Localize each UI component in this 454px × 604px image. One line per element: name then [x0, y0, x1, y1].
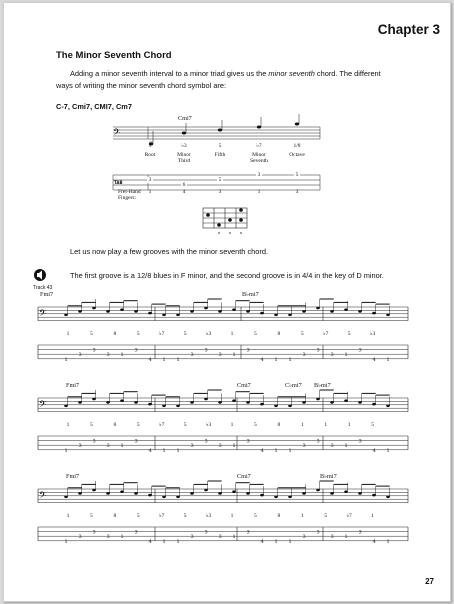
- chord-symbol: C♭mi7: [285, 382, 302, 389]
- note-head: [330, 492, 334, 495]
- note-head: [176, 405, 180, 408]
- scale-degree: 1: [324, 422, 328, 428]
- example-staff: [113, 127, 320, 139]
- note-head: [64, 314, 68, 317]
- tab-fret-number: 3: [358, 347, 362, 354]
- note-head: [302, 310, 306, 313]
- note-head: [148, 494, 152, 497]
- note-head: [120, 308, 124, 311]
- tab-fret-number: 3: [246, 347, 250, 354]
- tab-fret-number: 3: [302, 443, 306, 450]
- page-number: 27: [425, 577, 434, 586]
- note-head: [302, 492, 306, 495]
- tab-fret-number: 1: [162, 538, 166, 545]
- tab-fret-number: 4: [372, 447, 376, 454]
- scale-degree: 8: [113, 422, 117, 428]
- scale-degree: ♭7: [159, 513, 165, 519]
- scale-degree: 5: [347, 331, 351, 337]
- tab-fret-number: 3: [218, 443, 222, 450]
- tab-fret-number: 3: [204, 347, 208, 354]
- tab-fret-number: 4: [260, 538, 264, 545]
- scale-degree: 1: [347, 422, 351, 428]
- grooves-description: The first groove is a 12/8 blues in F minor, and the second groove is in 4/4 in the key of D minor.: [70, 271, 384, 280]
- scale-degree: 8: [113, 513, 117, 519]
- scale-degree: 5: [371, 422, 374, 428]
- tab-fret-number: 4: [148, 356, 152, 363]
- degree-label: 1: [148, 143, 152, 149]
- chord-symbol: Fmi7: [66, 473, 80, 480]
- note-head: [232, 490, 236, 493]
- fretboard-dots: [206, 208, 243, 234]
- tab-fret-number: 1: [386, 447, 390, 454]
- note-head: [358, 492, 362, 495]
- note-head: [358, 310, 362, 313]
- interval-name: Minor Seventh: [250, 152, 268, 164]
- tab-fret-number: 3: [78, 443, 82, 450]
- note-head: [372, 494, 376, 497]
- scale-degree: 5: [324, 513, 328, 519]
- note-head: [120, 399, 124, 402]
- chord-symbol: Cmi7: [237, 382, 251, 389]
- note-head: [302, 401, 306, 404]
- tab-fret-number: 3: [257, 172, 261, 178]
- note-head: [260, 403, 264, 406]
- note-head: [330, 310, 334, 313]
- tab-fret-number: 3: [148, 177, 152, 183]
- tab-fret-number: 3: [190, 534, 194, 541]
- note-head: [106, 401, 110, 404]
- scale-degree: 1: [300, 422, 304, 428]
- section-title: The Minor Seventh Chord: [56, 50, 172, 61]
- note-head: [218, 401, 222, 404]
- chord-symbol: B♭mi7: [314, 382, 331, 389]
- tab-fret-number: 3: [246, 438, 250, 445]
- note-head: [190, 492, 194, 495]
- tab-fret-number: 3: [218, 534, 222, 541]
- tab-fret-number: 4: [260, 356, 264, 363]
- scale-degree: 1: [230, 513, 234, 519]
- tab-fret-number: 3: [190, 443, 194, 450]
- interval-name: Root: [144, 152, 156, 158]
- degree-label: ♭3: [181, 143, 187, 149]
- chord-symbol: B♭mi7: [320, 473, 337, 480]
- tab-fret-number: 3: [78, 352, 82, 359]
- interval-name: Octave: [289, 152, 305, 158]
- tab-fret-number: 1: [288, 447, 292, 454]
- chord-symbol: Fmi7: [40, 291, 54, 298]
- finger-number: 3: [218, 189, 222, 195]
- tab-fret-number: 4: [148, 538, 152, 545]
- scale-degree: 5: [136, 422, 140, 428]
- speaker-icon: [34, 269, 46, 281]
- note-head: [386, 405, 390, 408]
- note-head: [232, 308, 236, 311]
- degree-label: 1/8: [293, 143, 301, 149]
- note-head: [134, 310, 138, 313]
- tab-fret-number: 1: [344, 443, 348, 450]
- note-head: [162, 405, 166, 408]
- note-head: [78, 401, 82, 404]
- tab-fret-number: 1: [386, 356, 390, 363]
- note-head: [246, 492, 250, 495]
- tab-fret-number: 3: [358, 529, 362, 536]
- tab-fret-number: 6: [182, 182, 186, 188]
- tab-fret-number: 3: [316, 347, 320, 354]
- scale-degree: 8: [277, 422, 281, 428]
- tab-fret-number: 1: [232, 352, 236, 359]
- tab-fret-number: 3: [190, 352, 194, 359]
- bass-clef-icon: 𝄢: [39, 399, 47, 412]
- scale-degree: ♭3: [205, 513, 212, 519]
- tab-fret-number: 1: [64, 538, 68, 545]
- scale-degree: 5: [183, 513, 187, 519]
- tab-fret-number: 1: [344, 352, 348, 359]
- note-head: [92, 307, 96, 310]
- note-head: [232, 399, 236, 402]
- scale-degree: 1: [371, 513, 374, 519]
- tab-fret-number: 4: [148, 447, 152, 454]
- tab-fret-number: 1: [162, 356, 166, 363]
- tab-fret-number: 1: [120, 443, 124, 450]
- tab-fret-number: 3: [218, 352, 222, 359]
- note-head: [386, 496, 390, 499]
- tab-fret-number: 3: [246, 529, 250, 536]
- note-head: [274, 496, 278, 499]
- tab-fret-number: 3: [358, 438, 362, 445]
- note-head: [134, 401, 138, 404]
- tab-fret-number: 3: [316, 438, 320, 445]
- bass-clef-icon: 𝄢: [113, 127, 121, 140]
- note-head: [344, 490, 348, 493]
- tab-fret-number: 1: [162, 447, 166, 454]
- tab-fret-number: 5: [218, 177, 222, 183]
- note-head: [190, 310, 194, 313]
- tab-fret-number: 3: [302, 534, 306, 541]
- note-head: [106, 492, 110, 495]
- note-head: [106, 310, 110, 313]
- scale-degree: ♭7: [159, 422, 165, 428]
- note-head: [92, 398, 96, 401]
- scale-degree: 1: [66, 331, 70, 337]
- tab-fret-number: 1: [176, 356, 180, 363]
- bass-clef-icon: 𝄢: [39, 490, 47, 503]
- tab-fret-number: 3: [330, 352, 334, 359]
- tab-fret-number: 3: [92, 529, 96, 536]
- note-head: [316, 307, 320, 310]
- note-head: [218, 310, 222, 313]
- scale-degree: 8: [277, 331, 281, 337]
- finger-number: 1: [148, 189, 152, 195]
- note-head: [64, 405, 68, 408]
- scale-degree: 5: [136, 331, 140, 337]
- chord-symbol: Fmi7: [66, 382, 80, 389]
- scale-degree: 1: [230, 331, 234, 337]
- scale-degree: ♭7: [159, 331, 165, 337]
- scale-degree: 8: [113, 331, 117, 337]
- intro-text-b: chord. The different ways of writing the minor seventh chord symbol are:: [56, 69, 381, 90]
- note-head: [190, 401, 194, 404]
- note-head: [204, 398, 208, 401]
- tab-fret-number: 3: [330, 443, 334, 450]
- tab-fret-number: 3: [204, 438, 208, 445]
- tab-fret-number: 1: [176, 538, 180, 545]
- tab-fret-number: 1: [176, 447, 180, 454]
- note-head: [316, 398, 320, 401]
- tab-fret-number: 3: [302, 352, 306, 359]
- note-head: [218, 492, 222, 495]
- note-head: [162, 496, 166, 499]
- note-head: [330, 401, 334, 404]
- chord-symbol: Cmi7: [237, 473, 251, 480]
- scale-degree: 5: [183, 331, 187, 337]
- note-head: [274, 314, 278, 317]
- scale-degree: ♭3: [369, 331, 376, 337]
- tab-fret-number: 4: [372, 356, 376, 363]
- note-head: [64, 496, 68, 499]
- note-head: [372, 403, 376, 406]
- note-head: [260, 494, 264, 497]
- note-head: [176, 314, 180, 317]
- tab-fret-number: 1: [288, 538, 292, 545]
- grooves-intro: Let us now play a few grooves with the minor seventh chord.: [70, 247, 269, 256]
- tab-fret-number: 3: [316, 529, 320, 536]
- scale-degree: 5: [90, 331, 93, 337]
- scale-degree: 5: [254, 513, 257, 519]
- finger-number: 1: [257, 189, 261, 195]
- note-head: [92, 489, 96, 492]
- tab-fret-number: 3: [92, 438, 96, 445]
- note-head: [246, 310, 250, 313]
- scale-degree: 5: [300, 331, 304, 337]
- intro-text-a: Adding a minor seventh interval to a minor triad gives us the: [70, 69, 269, 78]
- degree-label: 5: [218, 143, 222, 149]
- track-label: Track 43: [33, 285, 53, 291]
- tab-fret-number: 1: [120, 534, 124, 541]
- scale-degree: 5: [90, 513, 93, 519]
- note-head: [134, 492, 138, 495]
- intro-emphasis: minor seventh: [268, 69, 315, 78]
- note-head: [120, 490, 124, 493]
- note-head: [288, 496, 292, 499]
- tab-fret-number: 1: [288, 356, 292, 363]
- tab-clef-icon: TAB: [114, 180, 123, 185]
- note-head: [344, 308, 348, 311]
- tab-fret-number: 3: [134, 529, 138, 536]
- scale-degree: ♭3: [205, 331, 212, 337]
- note-head: [78, 310, 82, 313]
- scale-degree: 5: [254, 331, 257, 337]
- tab-fret-number: 1: [274, 356, 278, 363]
- note-head: [316, 489, 320, 492]
- tab-fret-number: 5: [295, 172, 299, 178]
- note-head: [246, 401, 250, 404]
- scale-degree: 5: [183, 422, 187, 428]
- bass-clef-icon: 𝄢: [39, 308, 47, 321]
- tab-fret-number: 1: [120, 352, 124, 359]
- tab-fret-number: 4: [372, 538, 376, 545]
- note-head: [78, 492, 82, 495]
- tab-fret-number: 3: [134, 347, 138, 354]
- tab-fret-number: 1: [64, 356, 68, 363]
- tab-fret-number: 3: [92, 347, 96, 354]
- tab-fret-number: 3: [106, 443, 110, 450]
- fret-hand-label: Fret-Hand Fingers:: [118, 189, 141, 201]
- degree-label: ♭7: [256, 143, 262, 149]
- finger-number: 4: [182, 189, 186, 195]
- tab-fret-number: 4: [260, 447, 264, 454]
- tab-fret-number: 3: [106, 534, 110, 541]
- tab-fret-number: 1: [344, 534, 348, 541]
- note-head: [386, 314, 390, 317]
- scale-degree: 1: [300, 513, 304, 519]
- note-head: [148, 312, 152, 315]
- tab-fret-number: 1: [64, 447, 68, 454]
- scale-degree: ♭3: [205, 422, 212, 428]
- tab-fret-number: 3: [134, 438, 138, 445]
- scale-degree: 1: [230, 422, 234, 428]
- note-head: [344, 399, 348, 402]
- note-head: [288, 405, 292, 408]
- tab-fret-number: 1: [274, 447, 278, 454]
- finger-number: 3: [295, 189, 299, 195]
- scale-degree: 5: [90, 422, 93, 428]
- note-head: [288, 314, 292, 317]
- note-head: [176, 496, 180, 499]
- scale-degree: ♭7: [346, 513, 352, 519]
- interval-name: Fifth: [214, 152, 226, 158]
- note-head: [204, 489, 208, 492]
- note-head: [358, 401, 362, 404]
- example-chord-symbol: Cmi7: [178, 115, 192, 122]
- tab-fret-number: 1: [274, 538, 278, 545]
- chapter-heading: Chapter 3: [377, 22, 440, 37]
- tab-fret-number: 3: [106, 352, 110, 359]
- tab-fret-number: 3: [78, 534, 82, 541]
- note-head: [204, 307, 208, 310]
- scale-degree: 8: [277, 513, 281, 519]
- chord-symbol: B♭mi7: [242, 291, 259, 298]
- tab-fret-number: 1: [232, 443, 236, 450]
- scale-degree: 5: [254, 422, 257, 428]
- note-head: [148, 403, 152, 406]
- scale-degree: 5: [136, 513, 140, 519]
- tab-fret-number: 1: [386, 538, 390, 545]
- note-head: [260, 312, 264, 315]
- note-head: [162, 314, 166, 317]
- scale-degree: 1: [66, 513, 70, 519]
- chord-symbols: C-7, Cmi7, CMI7, Cm7: [56, 102, 132, 111]
- note-head: [274, 405, 278, 408]
- scale-degree: 1: [66, 422, 70, 428]
- tab-fret-number: 1: [232, 534, 236, 541]
- tab-fret-number: 3: [330, 534, 334, 541]
- note-head: [372, 312, 376, 315]
- scale-degree: ♭7: [323, 331, 329, 337]
- interval-name: Minor Third: [177, 152, 191, 164]
- tab-fret-number: 3: [204, 529, 208, 536]
